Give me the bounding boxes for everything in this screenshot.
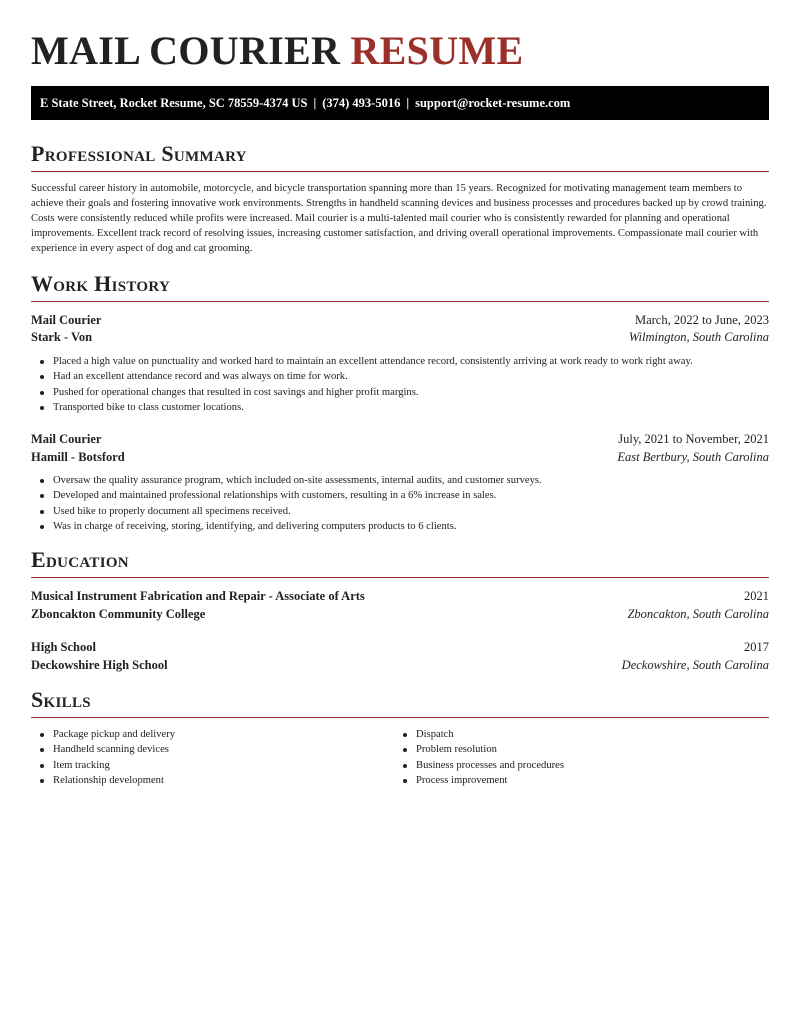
contact-phone: (374) 493-5016 [322, 96, 401, 110]
job-title: Mail Courier [31, 313, 102, 327]
summary-text: Successful career history in automobile, motorcycle, and bicycle transportation spanning more than 15 years. Recognized for motivating management team members to achieve their goals and fostering innovative work environments. Strengths in handheld scanning devices and business processes and procedures backed up by crowd training. Costs were consistently reduced while profits were increased. Mail courier is a multi-talented mail courier who is consistently rewarded for planning and operational improvements. Excellent track record of resolving issues, increasing customer satisfaction, and driving overall operational improvements. Compassionate mail courier with experience in every aspect of dog and cat grooming. [31, 183, 767, 254]
contact-email: support@rocket-resume.com [415, 96, 571, 110]
education-degree: High School [31, 640, 96, 654]
job-location: Wilmington, South Carolina [628, 330, 769, 344]
title-accent: RESUME [350, 28, 524, 73]
job-company: Stark - Von [31, 330, 93, 344]
resume-title [31, 28, 523, 74]
skill-item: Item tracking [53, 758, 393, 773]
job-company: Hamill - Botsford [31, 450, 125, 464]
job-2-bullets [53, 473, 769, 534]
job-location: East Bertbury, South Carolina [617, 450, 769, 464]
skill-item: Handheld scanning devices [53, 742, 393, 757]
skill-item: Package pickup and delivery [53, 727, 393, 742]
contact-address: E State Street, Rocket Resume, SC 78559-4374 US [40, 96, 308, 110]
education-location: Zboncakton, South Carolina [627, 607, 769, 621]
contact-separator: | [406, 96, 410, 110]
education-school: Deckowshire High School [31, 658, 168, 672]
education-2-school-row [31, 656, 769, 674]
list-item: Developed and maintained professional relationships with customers, resulting in a 6% increase in sales. [53, 488, 769, 503]
skills-list-right [416, 727, 756, 788]
summary-heading: Professional Summary [31, 140, 769, 172]
job-dates: July, 2021 to November, 2021 [618, 432, 769, 446]
skills-heading: Skills [31, 686, 769, 718]
education-heading: Education [31, 546, 769, 578]
contact-bar [31, 86, 769, 120]
job-1-company-row [31, 328, 769, 346]
education-1-school-row [31, 605, 769, 623]
education-school: Zboncakton Community College [31, 607, 206, 621]
job-1-bullets [53, 354, 769, 415]
education-year: 2017 [744, 640, 769, 654]
job-2-header [31, 430, 769, 448]
skill-item: Relationship development [53, 773, 393, 788]
education-2-header [31, 638, 769, 656]
education-degree: Musical Instrument Fabrication and Repair - Associate of Arts [31, 589, 365, 603]
job-dates: March, 2022 to June, 2023 [634, 313, 769, 327]
list-item: Used bike to properly document all specimens received. [53, 504, 769, 519]
list-item: Pushed for operational changes that resulted in cost savings and higher profit margins. [53, 385, 769, 400]
title-main: MAIL COURIER [31, 28, 341, 73]
job-title: Mail Courier [31, 432, 102, 446]
skill-item: Business processes and procedures [416, 758, 756, 773]
skill-item: Process improvement [416, 773, 756, 788]
skill-item: Dispatch [416, 727, 756, 742]
list-item: Transported bike to class customer locations. [53, 400, 769, 415]
work-history-heading: Work History [31, 270, 769, 302]
list-item: Was in charge of receiving, storing, identifying, and delivering computers products to 6 clients. [53, 519, 769, 534]
education-location: Deckowshire, South Carolina [621, 658, 769, 672]
contact-separator: | [313, 96, 317, 110]
list-item: Had an excellent attendance record and was always on time for work. [53, 369, 769, 384]
job-1-header [31, 311, 769, 329]
list-item: Placed a high value on punctuality and worked hard to maintain an excellent attendance record, consistently arriving at work ready to work right away. [53, 354, 769, 369]
education-year: 2021 [744, 589, 769, 603]
list-item: Oversaw the quality assurance program, which included on-site assessments, internal audits, and customer surveys. [53, 473, 769, 488]
job-2-company-row [31, 448, 769, 466]
skills-list-left [53, 727, 393, 788]
education-1-header [31, 587, 769, 605]
skill-item: Problem resolution [416, 742, 756, 757]
